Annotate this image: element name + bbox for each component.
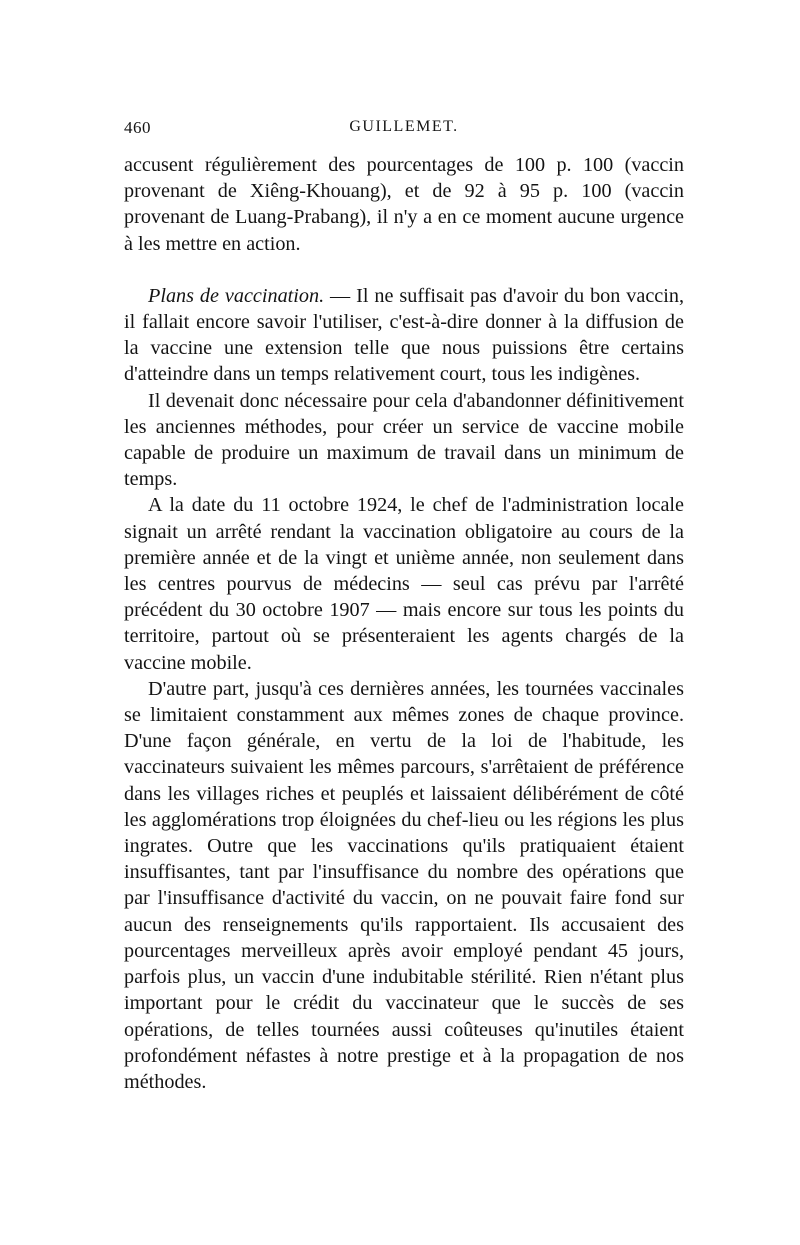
paragraph: A la date du 11 octobre 1924, le chef de l'administration locale signait un arrêté rendant la vaccination obligatoire au cours de la première année et de la vingt et unième année, non seulement dans les centres pourvus de médecins — seul cas prévu par l'arrêté précédent du 30 octobre 1907 — mais encore sur tous les points du territoire, partout où se présenteraient les agents chargés de la vaccine mobile.	[124, 494, 684, 674]
paragraph-text: Il ne suffisait pas d'avoir du bon vaccin, il fallait encore savoir l'utiliser, c'est-à-dire donner à la diffusion de la vaccine une extension telle que nous puissions être certains d'atteindre dans un temps relativement court, tous les indigènes.	[124, 284, 685, 386]
paragraph-continuation: accusent régulièrement des pourcentages de 100 p. 100 (vaccin provenant de Xiêng-Khouang), et de 92 à 95 p. 100 (vaccin provenant de Luang-Prabang), il n'y a en ce moment aucune urgence à les mettre en action.	[124, 154, 684, 255]
paragraph: Il devenait donc nécessaire pour cela d'abandonner définitivement les anciennes méthodes, pour créer un service de vaccine mobile capable de produire un maximum de travail dans un minimum de temps.	[124, 389, 684, 491]
running-head: GUILLEMET.	[349, 118, 459, 135]
paragraph-plans-de-vaccination	[124, 283, 684, 388]
body-text	[124, 152, 684, 1095]
section-title: Plans de vaccination.	[148, 284, 325, 307]
paragraph: D'autre part, jusqu'à ces dernières années, les tournées vaccinales se limitaient constamment aux mêmes zones de chaque province. D'une façon générale, en vertu de la loi de l'habitude, les vaccinateurs suivaient les mêmes parcours, s'arrêtaient de préférence dans les villages riches et peuplés et laissaient délibérément de côté les agglomérations trop éloignées du chef-lieu ou les régions les plus ingrates. Outre que les vaccinations qu'ils pratiquaient étaient insuffisantes, tant par l'insuffisance du nombre des opérations que par l'insuffisance d'activité du vaccin, on ne pouvait faire fond sur aucun des renseignements qu'ils rapportaient. Ils accusaient des pourcentages merveilleux après avoir employé pendant 45 jours, parfois plus, un vaccin d'une indubitable stérilité. Rien n'étant plus important pour le crédit du vaccinateur que le succès de ses opérations, de telles tournées aussi coûteuses qu'inutiles étaient profondément néfastes à notre prestige et à la propagation de nos méthodes.	[124, 677, 684, 1093]
page-number: 460	[124, 118, 151, 137]
page-header	[124, 118, 684, 144]
section-dash: —	[324, 284, 357, 307]
